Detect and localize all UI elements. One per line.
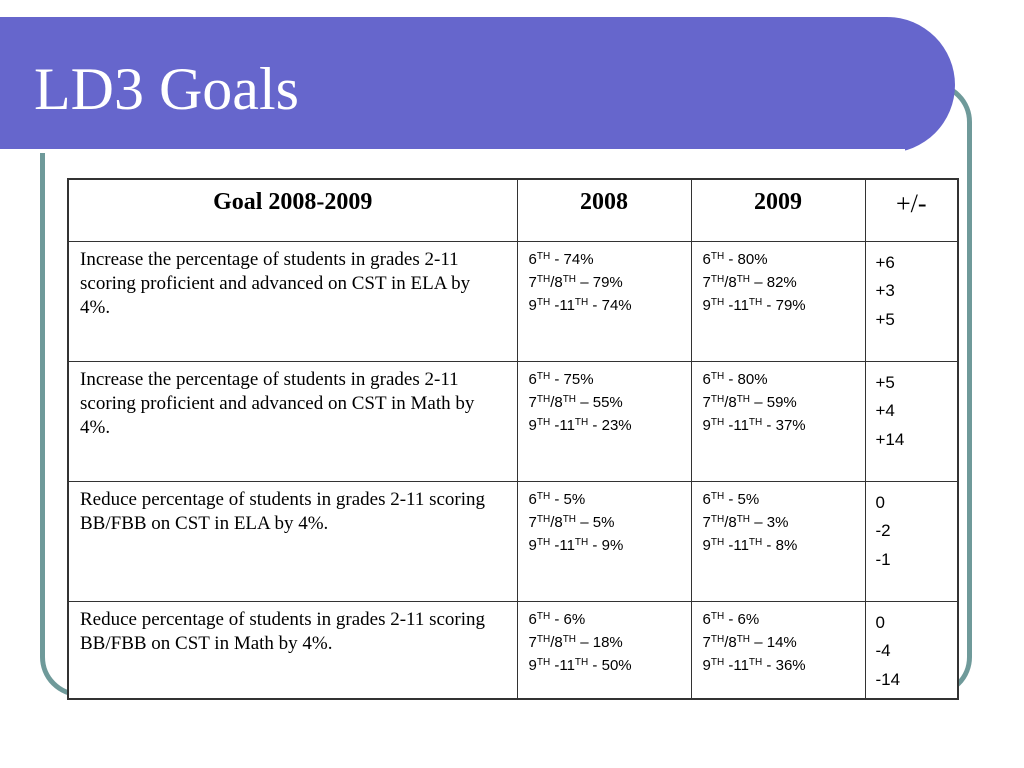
change-value: +5	[875, 372, 895, 392]
grade-value: 6TH - 6%	[702, 610, 760, 628]
change-value: -4	[875, 641, 891, 660]
change-value: 0	[875, 492, 885, 512]
change-value: -2	[875, 521, 891, 540]
grade-value: 9TH -11TH - 9%	[528, 536, 624, 554]
change-value: +6	[875, 252, 895, 272]
grade-value: 6TH - 5%	[702, 490, 760, 508]
grade-value: 7TH/8TH – 3%	[702, 513, 789, 531]
title-underline	[0, 149, 905, 153]
values-2008	[517, 241, 691, 361]
grade-value: 9TH -11TH - 36%	[702, 656, 806, 674]
grade-value: 9TH -11TH - 50%	[528, 656, 632, 674]
values-2009	[691, 361, 865, 481]
goal-description: Reduce percentage of students in grades 2-11 scoring BB/FBB on CST in Math by 4%.	[68, 601, 517, 699]
header-2008: 2008	[517, 179, 691, 241]
grade-value: 7TH/8TH – 5%	[528, 513, 615, 531]
change-value: 0	[875, 612, 885, 632]
grade-value: 6TH - 80%	[702, 250, 768, 268]
values-2008	[517, 361, 691, 481]
title-bar	[0, 17, 955, 153]
table-row	[68, 601, 958, 699]
grade-value: 7TH/8TH – 82%	[702, 273, 797, 291]
change-value: +5	[875, 309, 895, 329]
header-goal: Goal 2008-2009	[68, 179, 517, 241]
values-2009	[691, 241, 865, 361]
goal-description: Increase the percentage of students in grades 2-11 scoring proficient and advanced on CST in Math by 4%.	[68, 361, 517, 481]
change-value: -14	[875, 669, 901, 689]
grade-value: 9TH -11TH - 74%	[528, 296, 632, 314]
table-row	[68, 361, 958, 481]
values-2009	[691, 481, 865, 601]
header-change: +/-	[865, 179, 958, 241]
values-2008	[517, 601, 691, 699]
grade-value: 9TH -11TH - 23%	[528, 416, 632, 434]
change-value: +3	[875, 281, 895, 300]
change-values	[865, 241, 958, 361]
change-values	[865, 361, 958, 481]
grade-value: 9TH -11TH - 37%	[702, 416, 806, 434]
header-2009: 2009	[691, 179, 865, 241]
header-row	[68, 179, 958, 241]
grade-value: 9TH -11TH - 79%	[702, 296, 806, 314]
change-value: -1	[875, 549, 891, 569]
grade-value: 7TH/8TH – 59%	[702, 393, 797, 411]
grade-value: 6TH - 6%	[528, 610, 586, 628]
values-2008	[517, 481, 691, 601]
goal-description: Reduce percentage of students in grades 2-11 scoring BB/FBB on CST in ELA by 4%.	[68, 481, 517, 601]
grade-value: 7TH/8TH – 79%	[528, 273, 623, 291]
grade-value: 6TH - 80%	[702, 370, 768, 388]
goal-description: Increase the percentage of students in grades 2-11 scoring proficient and advanced on CST in ELA by 4%.	[68, 241, 517, 361]
grade-value: 6TH - 5%	[528, 490, 586, 508]
grade-value: 9TH -11TH - 8%	[702, 536, 798, 554]
table-row	[68, 241, 958, 361]
change-value: +14	[875, 429, 905, 449]
table-row	[68, 481, 958, 601]
grade-value: 6TH - 74%	[528, 250, 594, 268]
grade-value: 7TH/8TH – 18%	[528, 633, 623, 651]
slide-title: LD3 Goals	[34, 56, 299, 122]
table-body	[68, 241, 958, 699]
values-2009	[691, 601, 865, 699]
change-value: +4	[875, 401, 895, 420]
goals-table	[67, 178, 959, 700]
grade-value: 7TH/8TH – 55%	[528, 393, 623, 411]
grade-value: 6TH - 75%	[528, 370, 594, 388]
grade-value: 7TH/8TH – 14%	[702, 633, 797, 651]
change-values	[865, 481, 958, 601]
change-values	[865, 601, 958, 699]
